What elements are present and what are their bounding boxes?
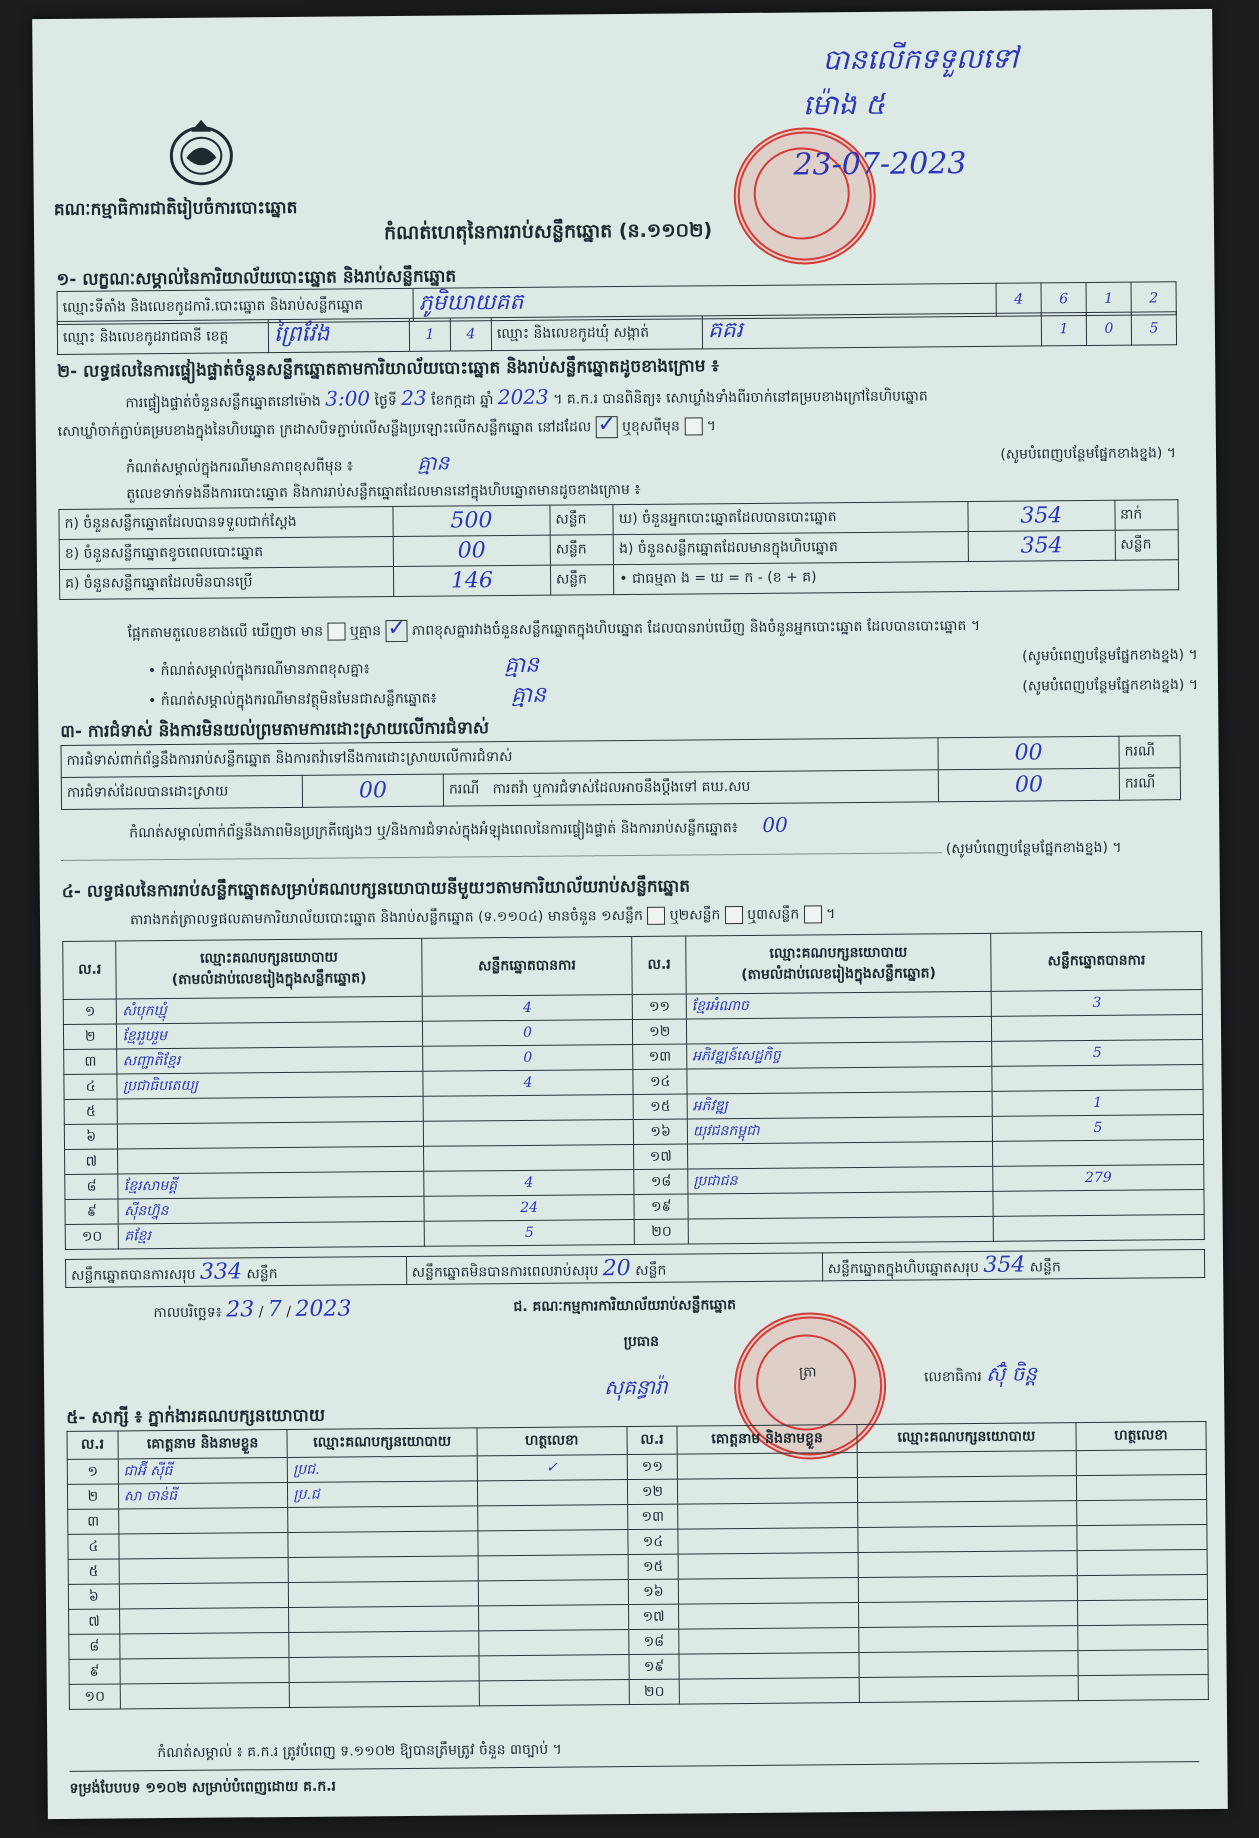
two-sheet-checkbox[interactable] — [725, 906, 743, 924]
witness-row: ១០ ២០ — [69, 1674, 1208, 1709]
seal-intact-checkbox[interactable] — [596, 416, 618, 438]
witness-table: ល.រ គោត្តនាម និងនាមខ្លួន ឈ្មោះគណបក្សនយោបាយ ហត្ថលេខា ល.រ គោត្តនាម និងនាមខ្លួន ឈ្មោះគណបក្សនយោបាយ ហត្ថលេខា ១ ជាអ៊ី ស៊ីធី ប្រជ. ✓ ១១ ២ សា ចាន់ធី ប្រ.ជ ១២ ៣ ១៣ ៤ ១៤ ៥ ១៥ ៦ ១៦ ៧ ១៧ ៨ ១៨ ៩ ១៩ ១០ ២០ — [66, 1421, 1208, 1710]
check-year: 2023 — [497, 384, 549, 410]
no-difference-checkbox[interactable] — [385, 620, 407, 642]
chair-name: សុគន្ធារ៉ា — [604, 1374, 668, 1400]
party-row: ៦ ១៦ យុវជនកម្ពុជា 5 — [64, 1115, 1203, 1150]
commune-value: គគរ — [702, 313, 1041, 349]
received-note-line1: បានលើកទទួលទៅ — [822, 41, 1019, 77]
witness-row: ៤ ១៤ — [68, 1524, 1207, 1559]
committee-name: គណៈកម្មាធិការជាតិរៀបចំការបោះឆ្នោត — [53, 197, 298, 221]
party-row: ៩ ស៊ីនហ្វ៊ុន 24 ១៩ — [65, 1190, 1204, 1225]
section3-title: ៣- ការជំទាស់ និងការមិនយល់ព្រមតាមការដោះស្រាយលើការជំទាស់ — [60, 718, 490, 742]
total-invalid-cell: សន្លឹកឆ្នោតមិនបានការពេលរាប់សរុប 20 សន្លឹក — [406, 1253, 822, 1285]
total-valid-cell: សន្លឹកឆ្នោតបានការសរុប 334 សន្លឹក — [65, 1256, 406, 1287]
office-code-3: 1 — [1086, 282, 1131, 315]
witness-row: ៩ ១៩ — [69, 1649, 1208, 1684]
received-note-line2: ម៉ោង ៥ — [802, 87, 886, 122]
witness-row: ៣ ១៣ — [68, 1499, 1207, 1534]
witness-row: ២ សា ចាន់ធី ប្រ.ជ ១២ — [67, 1474, 1206, 1509]
signing-committee: ជ. គណៈកម្មការការិយាល័យរាប់សន្លឹកឆ្នោត — [513, 1297, 737, 1316]
party-row: ៨ ខ្មែរសាមគ្គី 4 ១៨ ប្រជាជន 279 — [65, 1165, 1204, 1200]
count-row-b: ខ) ចំនួនសន្លឹកឆ្នោតខូចពេលបោះឆ្នោត 00 សន្លឹក ង) ចំនួនសន្លឹកឆ្នោតដែលមានក្នុងហិបឆ្នោត 354 សន្លឹក — [59, 530, 1178, 570]
section3-note: កំណត់សម្គាល់ពាក់ព័ន្ធនឹងភាពមិនប្រក្រតីផ្សេងៗ ឬ/និងការជំទាស់ក្នុងអំឡុងពេលនៃការផ្ទៀងផ្ទាត់ និងការរាប់សន្លឹកឆ្នោត៖ 00 — [129, 812, 788, 842]
province-code-2: 4 — [450, 318, 491, 351]
party-row: ៥ ១៥ អភិវឌ្ឍ 1 — [64, 1090, 1203, 1125]
section3-hint: (សូមបំពេញបន្ថែមផ្នែកខាងខ្នង) ។ — [61, 837, 1191, 868]
party-row: ៤ ប្រជាធិបតេយ្យ 4 ១៤ — [64, 1065, 1203, 1100]
party-row: ៧ ១៧ — [65, 1140, 1204, 1175]
commune-code-3: 5 — [1131, 312, 1176, 345]
form-title: កំណត់ហេតុនៃការរាប់សន្លឹកឆ្នោត (ន.១១០២) — [383, 219, 713, 245]
count-row-a: ក) ចំនួនសន្លឹកឆ្នោតដែលបានទទួលជាក់ស្តែង 500 សន្លឹក ឃ) ចំនួនអ្នកបោះឆ្នោតដែលបានបោះឆ្នោត 354 នាក់ — [59, 500, 1178, 540]
section2-note: កំណត់សម្គាល់ក្នុងករណីមានភាពខុសពីមុន ៖ គ្មាន (សូមបំពេញបន្ថែមផ្នែកខាងខ្នង) ។ — [126, 445, 1177, 477]
check-time: 3:00 — [325, 386, 371, 411]
section4-title: ៤- លទ្ធផលនៃការរាប់សន្លឹកឆ្នោតសម្រាប់គណបក្សនយោបាយនីមួយៗតាមការិយាល័យរាប់សន្លឹកឆ្នោត — [61, 876, 691, 902]
sheets-line: តារាងកត់ត្រាលទ្ធផលតាមការិយាល័យបោះឆ្នោត និងរាប់សន្លឹកឆ្នោត (ទ.១១០៤) មានចំនួន ១សន្លឹក ឬ២សន្លឹក ឬ៣សន្លឹក ។ — [129, 906, 836, 929]
nec-logo — [161, 117, 242, 188]
section2-para1: ការផ្ទៀងផ្ទាត់ចំនួនសន្លឹកឆ្នោតនៅម៉ោង 3:00 ថ្ងៃទី 23 ខែកក្កដា ឆ្នាំ 2023 ។ គ.ក.រ បានពិនិត្យ៖ សោឃ្លាំងទាំងពីរចាក់នៅគម្របខាងក្រៅនៃហិបឆ្នោត — [125, 384, 928, 412]
chair-label: ប្រធាន — [623, 1333, 660, 1351]
secretary-label: លេខាធិការ ស៊ុំ ចិន្ត — [923, 1361, 1038, 1386]
witness-row: ៨ ១៨ — [69, 1624, 1208, 1659]
section2-result-intro: តួលេខទាក់ទងនឹងការបោះឆ្នោត និងការរាប់សន្លឹកឆ្នោតដែលមាននៅក្នុងហិបឆ្នោតមានដូចខាងក្រោម ៖ — [126, 481, 641, 503]
ballot-count-form — [32, 9, 1228, 1819]
signing-date: កាលបរិច្ឆេទ៖ 23 / 7 / 2023 — [153, 1296, 352, 1323]
party-row: ៣ សញ្ជាតិខ្មែរ 0 ១៣ អភិវឌ្ឍន៍សេដ្ឋកិច្ច 5 — [64, 1040, 1203, 1075]
section2-para2: សោឃ្លាំចាក់ភ្ជាប់គម្របខាងក្នុងនៃហិបឆ្នោត ក្រដាសបិទភ្ជាប់លើសន្លឹងប្រឡោះលើកសន្លឹកឆ្នោត នៅដដែល ✓ ឬខុសពីមុន ។ — [58, 411, 1158, 443]
seal-changed-checkbox[interactable] — [684, 417, 702, 435]
totals-table — [65, 1249, 1205, 1288]
count-row-c: គ) ចំនួនសន្លឹកឆ្នោតដែលមិនបានប្រើ 146 សន្លឹក • ជាធម្មតា ង = ឃ = ក - (ខ + គ) — [59, 560, 1178, 600]
party-row: ២ ខ្មែររួបរួម 0 ១២ — [63, 1015, 1202, 1050]
party-row: ១០ គខ្មែរ 5 ២០ — [65, 1215, 1204, 1250]
total-box-cell: សន្លឹកឆ្នោតក្នុងហិបឆ្នោតសរុប 354 សន្លឹក — [822, 1249, 1205, 1280]
office-label: ឈ្មោះទីតាំង និងលេខកូដការិ.បោះឆ្នោត និងរាប់សន្លឹកឆ្នោត — [57, 288, 413, 324]
party-row: ១ សំបុកឃ្មុំ 4 ១១ ខ្មែរអំណាច 3 — [63, 990, 1202, 1025]
witness-footnote: កំណត់សម្គាល់ ៖ គ.ក.រ ត្រូវបំពេញ ទ.១១០២ ឱ្យបានត្រឹមត្រូវ ចំនួន ៣ច្បាប់ ។ — [157, 1741, 562, 1762]
objections-table: ការជំទាស់ពាក់ព័ន្ធនឹងការរាប់សន្លឹកឆ្នោត និងការតវ៉ាទៅនឹងការដោះស្រាយលើការជំទាស់ 00 ករណី ការជំទាស់ដែលបានដោះស្រាយ 00 ករណី ការតវ៉ា ឬការជំទាស់ដែលអាចនឹងប្តឹងទៅ គឃ.សប 00 ករណី — [61, 735, 1182, 810]
commune-code-1: 1 — [1041, 312, 1086, 345]
count-summary-table — [58, 499, 1179, 600]
received-date: 23-07-2023 — [793, 146, 967, 183]
difference-note: • កំណត់សម្គាល់ក្នុងករណីមានភាពខុសគ្នា៖ គ្មាន (សូមបំពេញបន្ថែមផ្នែកខាងខ្នង) ។ — [147, 647, 1198, 680]
witness-row: ៧ ១៧ — [69, 1599, 1208, 1634]
office-code-1: 4 — [996, 283, 1041, 316]
foreign-object-note: • កំណត់សម្គាល់ក្នុងករណីមានវត្ថុមិនមែនជាសន្លឹកឆ្នោត៖ គ្មាន (សូមបំពេញបន្ថែមផ្នែកខាងខ្នង) ។ — [148, 677, 1199, 710]
secretary-name: ស៊ុំ ចិន្ត — [986, 1361, 1038, 1386]
form-footer: ទម្រង់បែបបទ ១១០២ សម្រាប់បំពេញដោយ គ.ក.រ — [69, 1778, 337, 1797]
one-sheet-checkbox[interactable] — [647, 907, 665, 925]
difference-line: ផ្អែកតាមតួលេខខាងលើ ឃើញថា មាន ឬគ្មាន ✓ ភាពខុសគ្នារវាងចំនួនសន្លឹកឆ្នោតក្នុងហិបឆ្នោត ដែលបានរាប់ឃើញ និងចំនួនអ្នកបោះឆ្នោត ដែលបានបោះឆ្នោត ។ — [127, 613, 1197, 644]
commune-label: ឈ្មោះ និងលេខកូដឃុំ សង្កាត់ — [491, 316, 702, 351]
commune-code-2: 0 — [1086, 312, 1131, 345]
province-code-1: 1 — [409, 318, 450, 351]
office-value: ភូមិឃាយគត — [413, 283, 996, 321]
party-results-table: ល.រ ឈ្មោះគណបក្សនយោបាយ (តាមលំដាប់លេខរៀងក្នុងសន្លឹកឆ្នោត) សន្លឹកឆ្នោតបានការ ល.រ ឈ្មោះគណបក្សនយោបាយ (តាមលំដាប់លេខរៀងក្នុងសន្លឹកឆ្នោត) សន្លឹកឆ្នោតបានការ ១ សំបុកឃ្មុំ 4 ១១ ខ្មែរអំណាច 3 ២ ខ្មែររួបរួម 0 ១២ ៣ សញ្ជាតិខ្មែរ 0 ១៣ អភិវឌ្ឍន៍សេដ្ឋកិច្ច 5 ៤ ប្រជាធិបតេយ្យ 4 ១៤ ៥ ១៥ អភិវឌ្ឍ 1 ៦ ១៦ យុវជនកម្ពុជា 5 ៧ ១៧ ៨ ខ្មែរសាមគ្គី 4 ១៨ ប្រជាជន 279 ៩ ស៊ីនហ្វ៊ុន 24 ១៩ ១០ គខ្មែរ 5 ២០ — [62, 931, 1205, 1250]
check-day: 23 — [401, 385, 427, 410]
office-code-4: 2 — [1131, 282, 1176, 315]
stamp-label: ត្រា — [798, 1364, 817, 1381]
three-sheet-checkbox[interactable] — [804, 905, 822, 923]
section1-title: ១- លក្ខណៈសម្គាល់នៃការិយាល័យបោះឆ្នោត និងរាប់សន្លឹកឆ្នោត — [56, 266, 457, 290]
province-value: ព្រៃវែង — [268, 318, 409, 352]
section5-title: ៥- សាក្សី ៖ ភ្នាក់ងារគណបក្សនយោបាយ — [66, 1405, 326, 1428]
witness-row: ១ ជាអ៊ី ស៊ីធី ប្រជ. ✓ ១១ — [67, 1449, 1206, 1484]
witness-row: ៥ ១៥ — [68, 1549, 1207, 1584]
province-label: ឈ្មោះ និងលេខកូដរាជធានី ខេត្ត — [57, 320, 268, 355]
office-code-2: 6 — [1041, 282, 1086, 315]
has-difference-checkbox[interactable] — [327, 622, 345, 640]
section2-title: ២- លទ្ធផលនៃការផ្ទៀងផ្ទាត់ចំនួនសន្លឹកឆ្នោតតាមការិយាល័យបោះឆ្នោត និងរាប់សន្លឹកឆ្នោតដូចខាងក្រោម ៖ — [57, 356, 719, 382]
witness-row: ៦ ១៦ — [68, 1574, 1207, 1609]
